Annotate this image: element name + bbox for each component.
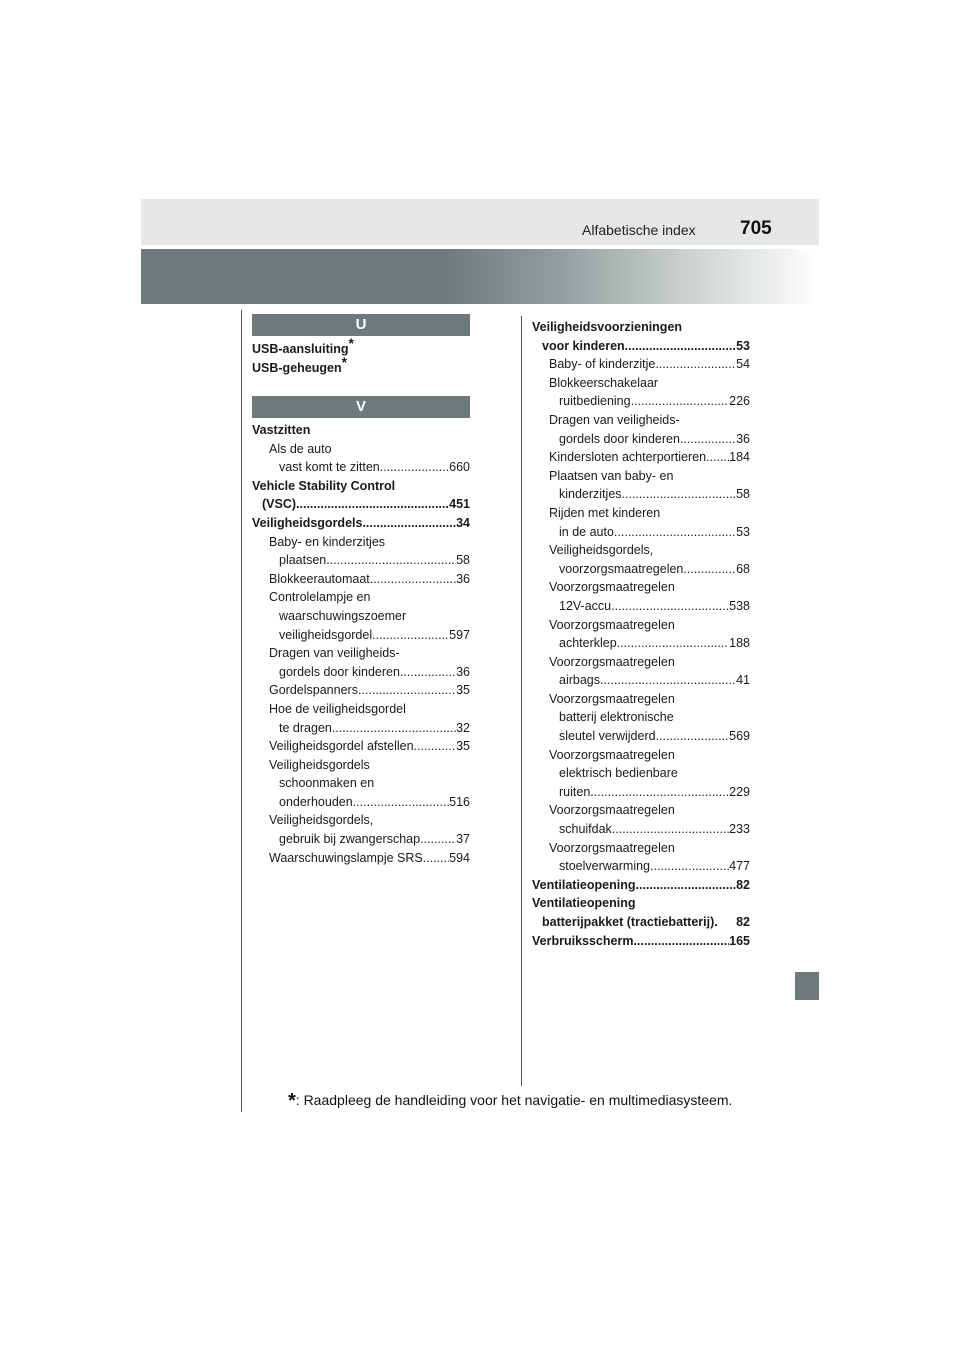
entry-page-number: 53 — [736, 524, 750, 539]
entry-term: batterij elektronische — [559, 710, 674, 725]
dot-leader — [706, 448, 729, 467]
index-entry — [532, 485, 750, 504]
dot-leader — [414, 737, 457, 756]
index-entry — [252, 477, 470, 496]
entry-term: Rijden met kinderen — [549, 505, 661, 520]
entry-term: Veiligheidsgordels — [252, 515, 363, 530]
entry-page-number: 226 — [729, 394, 750, 409]
index-entry — [532, 653, 750, 672]
entry-page-number: 53 — [736, 338, 750, 353]
entry-page-number: 58 — [736, 487, 750, 502]
header-bar — [141, 199, 819, 245]
index-entry — [532, 727, 750, 746]
entry-page-number: 597 — [449, 627, 470, 642]
footnote: *: Raadpleeg de handleiding voor het navigatie- en multimediasysteem. — [288, 1090, 733, 1112]
index-entry — [252, 774, 470, 793]
dot-leader — [656, 727, 730, 746]
dot-leader — [600, 671, 736, 690]
index-entry — [532, 857, 750, 876]
index-entry — [532, 597, 750, 616]
index-entry — [252, 570, 470, 589]
index-entry — [532, 708, 750, 727]
entry-term: in de auto — [559, 524, 614, 539]
index-entry — [532, 820, 750, 839]
entry-page-number: 35 — [456, 739, 470, 754]
page-number: 705 — [740, 218, 772, 239]
entry-term: Hoe de veiligheidsgordel — [269, 701, 406, 716]
entry-page-number: 594 — [449, 850, 470, 865]
index-entry — [532, 337, 750, 356]
dot-leader — [718, 913, 736, 932]
header-gradient-band — [141, 249, 819, 304]
entry-page-number: 58 — [456, 553, 470, 568]
entry-page-number: 188 — [729, 636, 750, 651]
entry-page-number: 660 — [449, 460, 470, 475]
entry-term: Voorzorgsmaatregelen — [549, 691, 675, 706]
dot-leader — [614, 523, 736, 542]
entry-term: (VSC) — [262, 497, 297, 512]
entry-page-number: 37 — [456, 832, 470, 847]
index-entry — [532, 430, 750, 449]
entry-term: vast komt te zitten — [279, 460, 380, 475]
entry-term: ruiten — [559, 784, 591, 799]
entry-term: Voorzorgsmaatregelen — [549, 654, 675, 669]
entry-term: elektrisch bedienbare — [559, 766, 678, 781]
index-entry — [252, 626, 470, 645]
left-margin-line — [241, 310, 242, 1112]
dot-leader — [650, 857, 729, 876]
index-entry — [532, 504, 750, 523]
index-entry — [252, 830, 470, 849]
entry-term: veiligheidsgordel — [279, 627, 373, 642]
entry-term: schoonmaken en — [279, 776, 375, 791]
dot-leader — [372, 626, 449, 645]
index-entry — [532, 634, 750, 653]
entry-term: Baby- en kinderzitjes — [269, 534, 386, 549]
dot-leader — [326, 551, 456, 570]
entry-page-number: 569 — [729, 729, 750, 744]
index-entry — [532, 411, 750, 430]
index-entry — [252, 440, 470, 459]
index-entry — [252, 644, 470, 663]
header-title: Alfabetische index — [582, 222, 696, 238]
index-entry — [532, 690, 750, 709]
dot-leader — [655, 355, 736, 374]
index-entry — [252, 849, 470, 868]
index-entry — [252, 700, 470, 719]
dot-leader — [631, 392, 730, 411]
entry-term: Gordelspanners — [269, 683, 358, 698]
index-entry — [532, 616, 750, 635]
index-entry-usb-geheugen: USB-geheugen* — [252, 353, 348, 375]
index-entry — [252, 811, 470, 830]
dot-leader — [400, 663, 456, 682]
index-entry — [252, 681, 470, 700]
entry-term: Blokkeerautomaat — [269, 571, 370, 586]
index-entry — [252, 663, 470, 682]
index-entry — [532, 764, 750, 783]
entry-term: onderhouden — [279, 794, 353, 809]
entry-term: Veiligheidsgordels, — [549, 543, 654, 558]
entry-term: Voorzorgsmaatregelen — [549, 747, 675, 762]
index-entry — [532, 932, 750, 951]
dot-leader — [683, 560, 736, 579]
index-entry — [252, 495, 470, 514]
index-entry — [532, 578, 750, 597]
entry-page-number: 36 — [456, 664, 470, 679]
index-entry — [532, 839, 750, 858]
entry-page-number: 68 — [736, 561, 750, 576]
index-entry — [532, 467, 750, 486]
asterisk-marker: * — [341, 353, 348, 370]
entry-page-number: 538 — [729, 598, 750, 613]
dot-leader — [370, 570, 456, 589]
entry-term: waarschuwingszoemer — [279, 608, 407, 623]
index-entry — [252, 588, 470, 607]
entry-term: batterijpakket (tractiebatterij). — [542, 915, 718, 929]
index-entry — [252, 737, 470, 756]
index-entry — [532, 801, 750, 820]
dot-leader — [611, 597, 729, 616]
dot-leader — [296, 495, 449, 514]
index-entry — [252, 533, 470, 552]
entry-term: achterklep — [559, 636, 617, 651]
index-entry-usb-aansluiting: USB-aansluiting* — [252, 335, 354, 356]
index-entry — [532, 746, 750, 765]
entry-page-number: 477 — [729, 859, 750, 874]
section-header-v: V — [252, 396, 470, 418]
entry-page-number: 451 — [449, 497, 470, 512]
entry-page-number: 233 — [729, 822, 750, 837]
entry-page-number: 41 — [736, 673, 750, 688]
dot-leader — [617, 634, 729, 653]
index-entry — [532, 560, 750, 579]
entry-page-number: 165 — [729, 933, 750, 948]
index-column-right — [532, 318, 750, 950]
index-column-left — [252, 421, 470, 867]
dot-leader — [633, 932, 729, 951]
entry-term: Voorzorgsmaatregelen — [549, 580, 675, 595]
dot-leader — [680, 430, 736, 449]
entry-term: gebruik bij zwangerschap — [279, 832, 421, 847]
entry-term: Plaatsen van baby- en — [549, 468, 674, 483]
entry-term: airbags — [559, 673, 600, 688]
entry-page-number: 82 — [736, 877, 750, 892]
index-entry — [532, 374, 750, 393]
entry-term: voor kinderen — [542, 338, 625, 353]
footnote-asterisk: * — [288, 1090, 296, 1112]
entry-term: schuifdak — [559, 822, 612, 837]
entry-term: kinderzitjes — [559, 487, 622, 502]
entry-page-number: 36 — [456, 571, 470, 586]
dot-leader — [332, 719, 456, 738]
entry-term: plaatsen — [279, 553, 327, 568]
entry-term: stoelverwarming — [559, 859, 651, 874]
index-entry — [532, 894, 750, 913]
entry-page-number: 36 — [736, 431, 750, 446]
entry-term: Dragen van veiligheids- — [269, 646, 400, 661]
index-entry — [532, 913, 750, 932]
index-entry — [252, 421, 470, 440]
dot-leader — [353, 793, 449, 812]
entry-term: gordels door kinderen — [559, 431, 680, 446]
section-header-u: U — [252, 314, 470, 336]
asterisk-marker: * — [348, 335, 354, 351]
entry-term: Vehicle Stability Control — [252, 478, 396, 493]
entry-term: Verbruiksscherm — [532, 933, 634, 948]
index-entry — [252, 458, 470, 477]
index-entry — [532, 671, 750, 690]
dot-leader — [420, 830, 456, 849]
entry-term: Dragen van veiligheids- — [549, 412, 680, 427]
entry-term: Ventilatieopening — [532, 896, 636, 911]
index-entry — [532, 523, 750, 542]
dot-leader — [358, 681, 456, 700]
entry-term: Vastzitten — [252, 423, 311, 437]
entry-term: te dragen — [279, 720, 332, 735]
section-u-list — [252, 335, 470, 377]
dot-leader — [590, 783, 729, 802]
entry-term: Veiligheidsgordel afstellen — [269, 739, 414, 754]
column-divider — [521, 316, 522, 1086]
entry-term: Voorzorgsmaatregelen — [549, 617, 675, 632]
entry-term: Voorzorgsmaatregelen — [549, 803, 675, 818]
entry-term: voorzorgsmaatregelen — [559, 561, 684, 576]
index-entry — [532, 876, 750, 895]
entry-term: Ventilatieopening — [532, 877, 636, 892]
dot-leader — [380, 458, 449, 477]
entry-term: Veiligheidsgordels — [269, 757, 370, 772]
entry-page-number: 54 — [736, 357, 750, 372]
dot-leader — [622, 485, 737, 504]
entry-term: 12V-accu — [559, 598, 612, 613]
dot-leader — [625, 337, 736, 356]
entry-term: Veiligheidsvoorzieningen — [532, 320, 683, 334]
index-entry — [252, 607, 470, 626]
index-entry — [252, 514, 470, 533]
dot-leader — [362, 514, 456, 533]
index-entry — [532, 783, 750, 802]
entry-term: ruitbediening — [559, 394, 631, 409]
entry-term: Controlelampje en — [269, 590, 371, 605]
dot-leader — [423, 849, 449, 868]
entry-page-number: 516 — [449, 794, 470, 809]
entry-term: Blokkeerschakelaar — [549, 375, 659, 390]
index-entry — [252, 793, 470, 812]
entry-term: Baby- of kinderzitje — [549, 357, 656, 372]
entry-term: Waarschuwingslampje SRS — [269, 850, 423, 865]
index-entry — [252, 756, 470, 775]
index-entry — [532, 355, 750, 374]
entry-page-number: 35 — [456, 683, 470, 698]
index-entry — [532, 318, 750, 337]
entry-term: Voorzorgsmaatregelen — [549, 840, 675, 855]
index-entry — [252, 551, 470, 570]
entry-page-number: 82 — [736, 915, 750, 929]
entry-term: sleutel verwijderd — [559, 729, 656, 744]
entry-page-number: 184 — [729, 450, 750, 465]
entry-page-number: 32 — [456, 720, 470, 735]
entry-term: Veiligheidsgordels, — [269, 813, 374, 828]
thumb-index-tab — [795, 972, 819, 1000]
dot-leader — [612, 820, 729, 839]
index-entry — [532, 392, 750, 411]
index-entry — [532, 541, 750, 560]
entry-page-number: 34 — [456, 515, 470, 530]
entry-term: Kindersloten achterportieren — [549, 450, 707, 465]
dot-leader — [636, 876, 737, 895]
index-entry — [252, 719, 470, 738]
entry-term: gordels door kinderen — [279, 664, 400, 679]
index-entry — [532, 448, 750, 467]
entry-term: Als de auto — [269, 441, 332, 456]
entry-page-number: 229 — [729, 784, 750, 799]
